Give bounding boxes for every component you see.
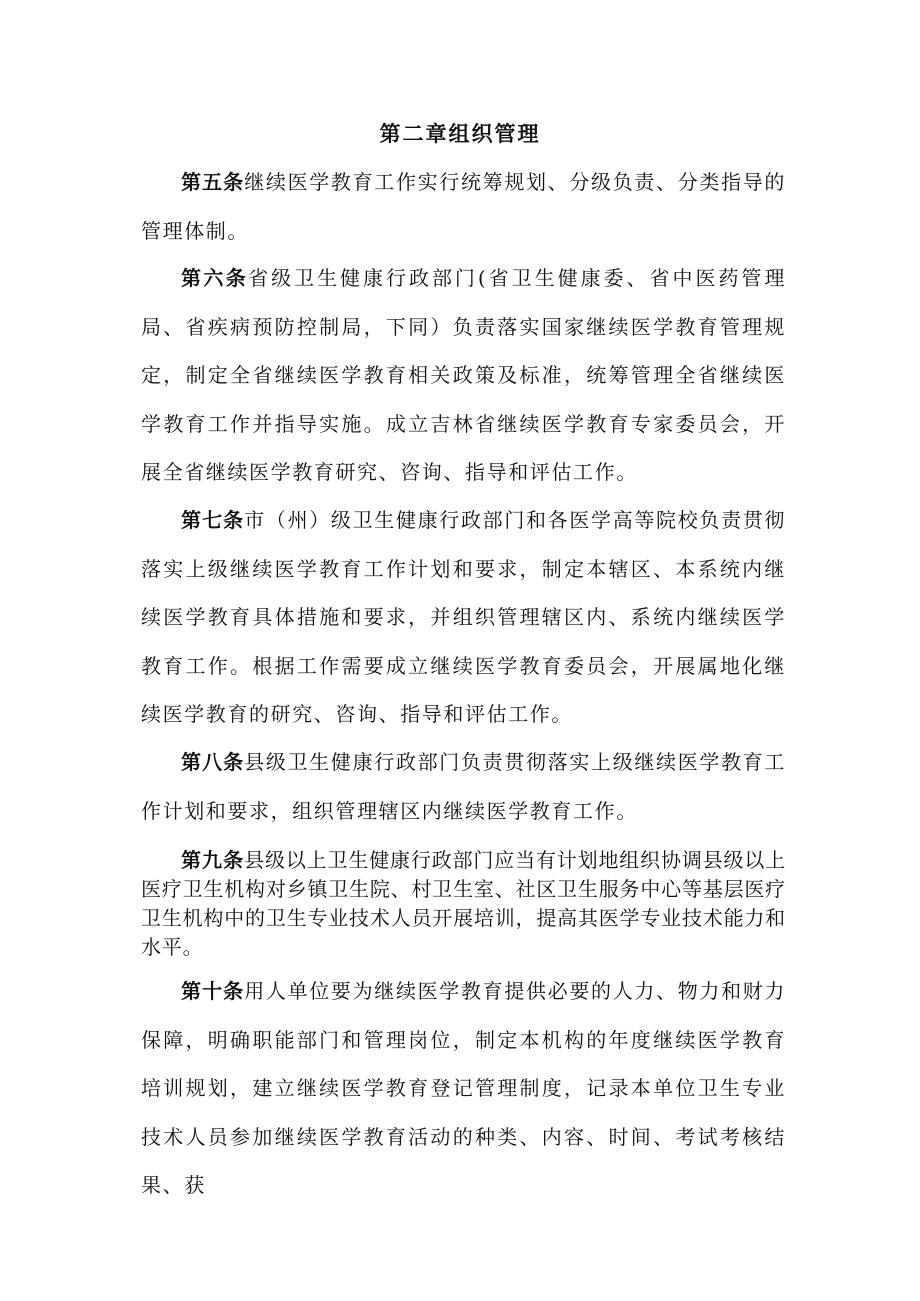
article-7-text: 市（州）级卫生健康行政部门和各医学高等院校负责贯彻落实上级继续医学教育工作计划和要求，制定本辖区、本系统内继续医学教育具体措施和要求，并组织管理辖区内、系统内继续医学教育工作。根据工作需要成立继续医学教育委员会，开展属地化继续医学教育的研究、咨询、指导和评估工作。 — [141, 508, 787, 726]
article-7-label: 第七条 — [181, 508, 245, 532]
article-7 — [141, 496, 786, 739]
article-10-label: 第十条 — [181, 979, 245, 1003]
article-6-label: 第六条 — [181, 266, 249, 290]
article-10 — [141, 967, 786, 1210]
chapter-title: 第二章组织管理 — [379, 121, 541, 146]
article-8-text: 县级卫生健康行政部门负责贯彻落实上级继续医学教育工作计划和要求，组织管理辖区内继续医学教育工作。 — [141, 750, 787, 823]
article-8 — [141, 738, 786, 835]
article-5 — [141, 158, 786, 255]
article-10-text: 用人单位要为继续医学教育提供必要的人力、物力和财力保障，明确职能部门和管理岗位，制定本机构的年度继续医学教育培训规划，建立继续医学教育登记管理制度，记录本单位卫生专业技术人员参加继续医学教育活动的种类、内容、时间、考试考核结果、获 — [141, 979, 787, 1197]
article-6 — [141, 254, 786, 497]
article-5-text: 继续医学教育工作实行统筹规划、分级负责、分类指导的管理体制。 — [141, 170, 787, 243]
article-9-label: 第九条 — [181, 848, 245, 872]
article-9-text: 县级以上卫生健康行政部门应当有计划地组织协调县级以上医疗卫生机构对乡镇卫生院、村卫生室、社区卫生服务中心等基层医疗卫生机构中的卫生专业技术人员开展培训，提高其医学专业技术能力和水平。 — [141, 848, 787, 959]
article-8-label: 第八条 — [181, 750, 245, 774]
article-5-label: 第五条 — [181, 170, 245, 194]
article-9 — [141, 846, 786, 962]
article-6-text: 省级卫生健康行政部门(省卫生健康委、省中医药管理局、省疾病预防控制局，下同）负责落实国家继续医学教育管理规定，制定全省继续医学教育相关政策及标准，统筹管理全省继续医学教育工作并指导实施。成立吉林省继续医学教育专家委员会，开展全省继续医学教育研究、咨询、指导和评估工作。 — [141, 266, 787, 484]
